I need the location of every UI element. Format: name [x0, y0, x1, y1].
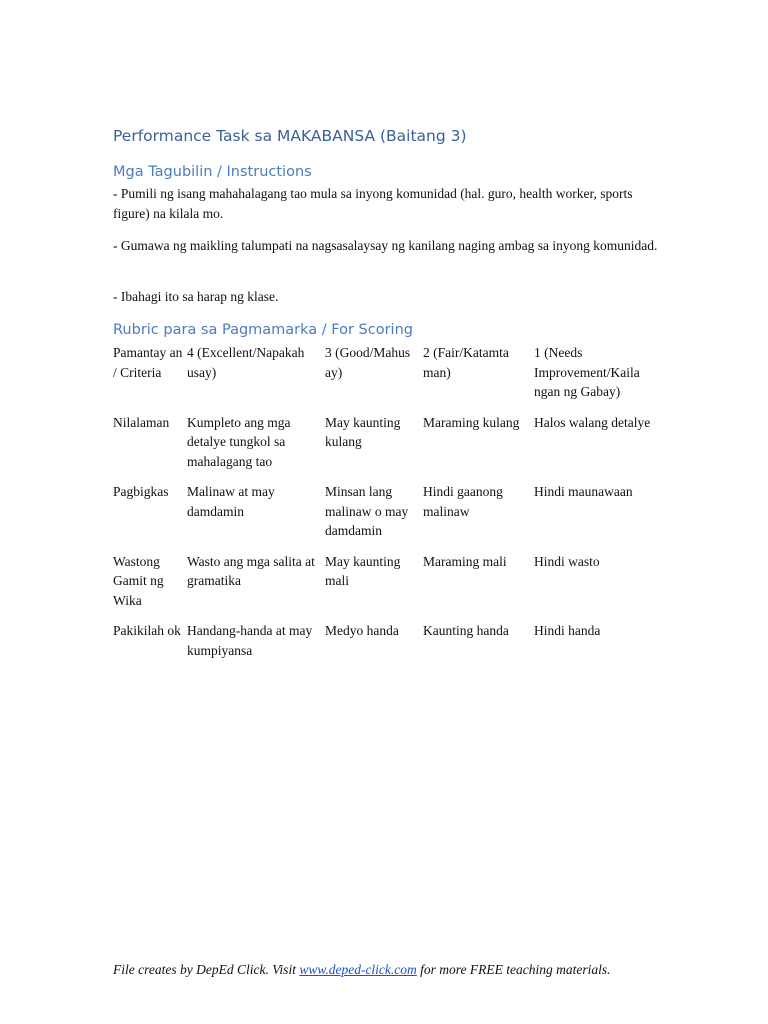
- footer-suffix: for more FREE teaching materials.: [416, 962, 611, 977]
- header-cell-score-1: 1 (Needs Improvement/Kaila ngan ng Gabay): [534, 345, 640, 399]
- instructions-heading: Mga Tagubilin / Instructions: [113, 164, 312, 180]
- criteria-cell: Pakikilah ok: [113, 623, 181, 638]
- footer-prefix: File creates by DepEd Click. Visit: [113, 962, 300, 977]
- table-cell: Handang-handa at may kumpiyansa: [187, 623, 313, 658]
- table-cell: Maraming mali: [423, 553, 507, 569]
- rubric-row-pagbigkas: [113, 482, 658, 552]
- header-cell-score-4: 4 (Excellent/Napakah usay): [187, 345, 305, 380]
- table-cell: Halos walang detalye: [534, 414, 651, 430]
- instruction-item: - Pumili ng isang mahahalagang tao mula sa inyong komunidad (hal. guro, health worker, sports figure) na kilala mo.: [113, 186, 633, 221]
- table-cell: Kumpleto ang mga detalye tungkol sa mahalagang tao: [187, 414, 291, 469]
- header-cell-score-2: 2 (Fair/Katamta man): [423, 345, 509, 380]
- rubric-row-nilalaman: [113, 413, 658, 483]
- rubric-row-pakikilahok: [113, 621, 658, 671]
- rubric-table: [113, 343, 658, 671]
- table-cell: May kaunting kulang: [325, 414, 401, 449]
- table-cell: Hindi wasto: [534, 553, 600, 569]
- table-cell: May kaunting mali: [325, 553, 401, 588]
- rubric-heading: Rubric para sa Pagmamarka / For Scoring: [113, 322, 413, 338]
- table-cell: Kaunting handa: [423, 623, 509, 638]
- table-cell: Maraming kulang: [423, 414, 520, 430]
- deped-click-link[interactable]: www.deped-click.com: [299, 962, 417, 977]
- rubric-row-wastong-gamit: [113, 552, 658, 622]
- table-cell: Medyo handa: [325, 623, 399, 638]
- page-title: Performance Task sa MAKABANSA (Baitang 3): [113, 127, 467, 145]
- table-cell: Hindi gaanong malinaw: [423, 484, 503, 519]
- table-cell: Minsan lang malinaw o may damdamin: [325, 484, 409, 538]
- instruction-item: - Gumawa ng maikling talumpati na nagsasalaysay ng kanilang naging ambag sa inyong komunidad.: [113, 238, 658, 253]
- document-page: [113, 0, 658, 1024]
- rubric-header-row: [113, 343, 658, 413]
- criteria-cell: Nilalaman: [113, 414, 170, 430]
- header-cell-score-3: 3 (Good/Mahus ay): [325, 345, 411, 380]
- table-cell: Hindi maunawaan: [534, 484, 633, 499]
- table-cell: Wasto ang mga salita at gramatika: [187, 553, 315, 588]
- header-cell-criteria: Pamantay an / Criteria: [113, 345, 183, 380]
- instruction-item: - Ibahagi ito sa harap ng klase.: [113, 289, 279, 304]
- footer-note: [113, 960, 611, 979]
- criteria-cell: Wastong Gamit ng Wika: [113, 553, 164, 608]
- table-cell: Hindi handa: [534, 623, 601, 638]
- table-cell: Malinaw at may damdamin: [187, 484, 275, 519]
- criteria-cell: Pagbigkas: [113, 484, 169, 499]
